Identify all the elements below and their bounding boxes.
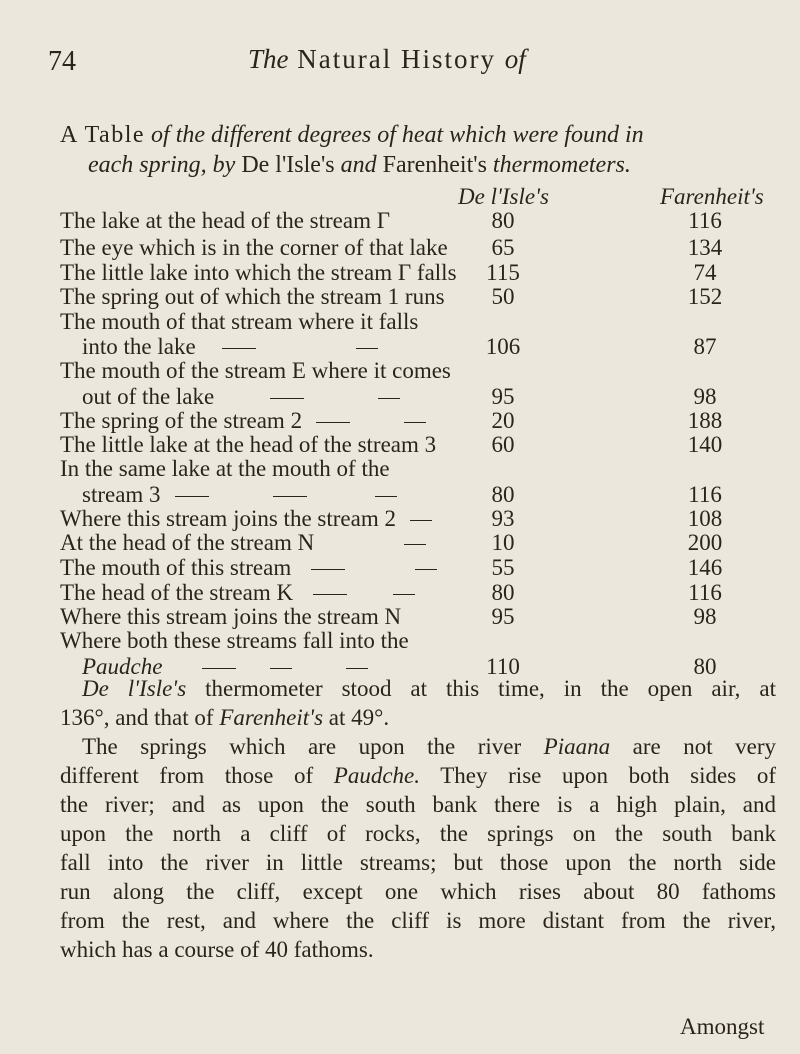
farenheit-value: 116 bbox=[688, 482, 722, 507]
paragraph-line: which has a course of 40 fathoms. bbox=[60, 937, 374, 962]
row-label: The lake at the head of the stream Γ bbox=[60, 208, 391, 233]
delisle-value: 65 bbox=[491, 235, 515, 260]
leader-dash bbox=[356, 348, 378, 349]
text-run: The springs which are upon the river bbox=[82, 734, 544, 759]
table-row bbox=[60, 506, 760, 532]
text-run: at 49°. bbox=[323, 705, 390, 730]
row-label-continued bbox=[60, 530, 440, 556]
farenheit-value: 98 bbox=[693, 384, 717, 409]
page-header bbox=[48, 40, 748, 80]
table-row bbox=[60, 384, 760, 410]
row-label-continued bbox=[60, 408, 440, 434]
row-label: stream 3 bbox=[82, 482, 161, 507]
delisle-value: 95 bbox=[491, 384, 515, 409]
leader-dash bbox=[202, 668, 236, 669]
farenheit-value: 87 bbox=[693, 334, 717, 359]
delisle-value: 55 bbox=[491, 555, 515, 580]
delisle-value: 80 bbox=[491, 580, 515, 605]
table-row bbox=[60, 604, 760, 630]
paragraph-line: from the rest, and where the cliff is more distant from the river, bbox=[60, 908, 776, 933]
text-run: are not very bbox=[610, 734, 776, 759]
row-label: Where this stream joins the stream 2 bbox=[60, 506, 396, 531]
page-number: 74 bbox=[48, 46, 76, 77]
caption-and: and bbox=[334, 152, 383, 178]
place-name: Paudche. bbox=[333, 763, 420, 788]
leader-dash bbox=[175, 496, 209, 497]
row-label: Where this stream joins the stream N bbox=[60, 604, 402, 629]
table-row bbox=[60, 482, 760, 508]
paragraph-line bbox=[60, 732, 776, 761]
running-head-the: The bbox=[248, 44, 289, 74]
delisle-value: 80 bbox=[491, 482, 515, 507]
row-label: The spring out of which the stream 1 runs bbox=[60, 284, 445, 309]
table-row bbox=[60, 628, 760, 654]
farenheit-value: 98 bbox=[693, 604, 717, 629]
running-head-title: Natural History bbox=[297, 44, 496, 74]
leader-dash bbox=[313, 594, 347, 595]
text-run: 136°, and that of bbox=[60, 705, 220, 730]
row-label: The little lake into which the stream Γ falls bbox=[60, 260, 457, 285]
paragraph-line: run along the cliff, except one which rises about 80 fathoms bbox=[60, 879, 776, 904]
table-row bbox=[60, 284, 760, 310]
caption-line-1: of the different degrees of heat which were found in bbox=[145, 122, 644, 148]
farenheit-value: 152 bbox=[687, 284, 723, 309]
row-label: The spring of the stream 2 bbox=[60, 408, 303, 433]
delisle-value: 80 bbox=[491, 208, 515, 233]
leader-dash bbox=[222, 348, 256, 349]
row-label: Where both these streams fall into the bbox=[60, 628, 409, 653]
row-label: The head of the stream K bbox=[60, 580, 294, 605]
delisle-value: 115 bbox=[486, 260, 520, 285]
table-caption bbox=[60, 120, 780, 180]
table-row bbox=[60, 408, 760, 434]
farenheit-value: 74 bbox=[693, 260, 717, 285]
paragraph-thermometer-note bbox=[60, 674, 776, 732]
paragraph-line bbox=[60, 703, 776, 732]
row-label-continued bbox=[60, 506, 446, 532]
table-row bbox=[60, 260, 760, 286]
leader-dash bbox=[316, 422, 350, 423]
row-label: The mouth of the stream E where it comes bbox=[60, 358, 451, 383]
leader-dash bbox=[393, 594, 415, 595]
table-row bbox=[60, 208, 760, 234]
row-label: The mouth of that stream where it falls bbox=[60, 309, 419, 334]
farenheit-value: 140 bbox=[687, 432, 723, 457]
row-label: out of the lake bbox=[82, 384, 215, 409]
lisle-name: De l'Isle's bbox=[82, 676, 187, 701]
table-row bbox=[60, 456, 760, 482]
farenheit-value: 116 bbox=[688, 208, 722, 233]
paragraph-line: fall into the river in little streams; but those upon the north side bbox=[60, 850, 776, 875]
paragraph-springs bbox=[60, 732, 776, 964]
table-row bbox=[60, 334, 760, 360]
text-run: different from those of bbox=[60, 763, 334, 788]
table-row bbox=[60, 530, 760, 556]
leader-dash bbox=[270, 398, 304, 399]
farenheit-value: 146 bbox=[687, 555, 723, 580]
leader-dash bbox=[375, 496, 397, 497]
table-row bbox=[60, 358, 760, 384]
text-run: thermometer stood at this time, in the open air, at bbox=[186, 676, 776, 701]
leader-dash bbox=[270, 668, 292, 669]
table-row bbox=[60, 580, 760, 606]
row-label: In the same lake at the mouth of the bbox=[60, 456, 390, 481]
delisle-value: 60 bbox=[491, 432, 515, 457]
paragraph-line: the river; and as upon the south bank there is a high plain, and bbox=[60, 792, 776, 817]
table-row bbox=[60, 309, 760, 335]
leader-dash bbox=[404, 422, 426, 423]
running-head bbox=[248, 44, 526, 75]
table-row bbox=[60, 555, 760, 581]
row-label-continued bbox=[82, 482, 411, 508]
paragraph-line bbox=[60, 761, 776, 790]
caption-line-2-end: thermometers. bbox=[486, 152, 631, 178]
text-run: They rise upon both sides of bbox=[420, 763, 776, 788]
row-label: The little lake at the head of the stream 3 bbox=[60, 432, 437, 457]
paragraph-line: upon the north a cliff of rocks, the springs on the south bank bbox=[60, 821, 776, 846]
farenheit-value: 188 bbox=[687, 408, 723, 433]
leader-dash bbox=[410, 520, 432, 521]
table-row bbox=[60, 432, 760, 458]
delisle-value: 50 bbox=[491, 284, 515, 309]
caption-table-word: A Table bbox=[60, 122, 146, 148]
column-header-farenheit: Farenheit's bbox=[660, 184, 764, 209]
delisle-value: 20 bbox=[491, 408, 515, 433]
row-label-continued bbox=[82, 384, 414, 410]
paragraph-line bbox=[60, 674, 776, 703]
delisle-value: 110 bbox=[486, 654, 520, 679]
row-label-continued bbox=[60, 555, 451, 581]
row-label: At the head of the stream N bbox=[60, 530, 315, 555]
leader-dash bbox=[311, 569, 345, 570]
row-label: Paudche bbox=[82, 654, 163, 679]
row-label-continued bbox=[82, 334, 392, 360]
leader-dash bbox=[378, 398, 400, 399]
row-label-continued bbox=[60, 580, 429, 606]
farenheit-value: 200 bbox=[687, 530, 723, 555]
delisle-value: 106 bbox=[485, 334, 521, 359]
delisle-value: 95 bbox=[491, 604, 515, 629]
column-header-delisle: De l'Isle's bbox=[458, 184, 549, 209]
caption-farenheit: Farenheit's bbox=[382, 152, 487, 178]
caption-lisle: De l'Isle's bbox=[241, 152, 335, 178]
leader-dash bbox=[346, 668, 368, 669]
table-header-row bbox=[60, 184, 764, 210]
farenheit-value: 134 bbox=[687, 235, 723, 260]
delisle-value: 93 bbox=[491, 506, 515, 531]
row-label: The eye which is in the corner of that lake bbox=[60, 235, 448, 260]
row-label: into the lake bbox=[82, 334, 196, 359]
farenheit-name: Farenheit's bbox=[219, 705, 324, 730]
leader-dash bbox=[415, 569, 437, 570]
caption-line-2 bbox=[60, 150, 780, 180]
farenheit-value: 108 bbox=[687, 506, 723, 531]
row-label: The mouth of this stream bbox=[60, 555, 292, 580]
caption-line-2-start: each spring, by bbox=[88, 152, 242, 178]
running-head-of: of bbox=[504, 44, 526, 74]
farenheit-value: 116 bbox=[688, 580, 722, 605]
delisle-value: 10 bbox=[491, 530, 515, 555]
catchword: Amongst bbox=[680, 1014, 765, 1039]
river-name: Piaana bbox=[543, 734, 611, 759]
leader-dash bbox=[273, 496, 307, 497]
table-row bbox=[60, 235, 760, 261]
farenheit-value: 80 bbox=[693, 654, 717, 679]
leader-dash bbox=[404, 544, 426, 545]
